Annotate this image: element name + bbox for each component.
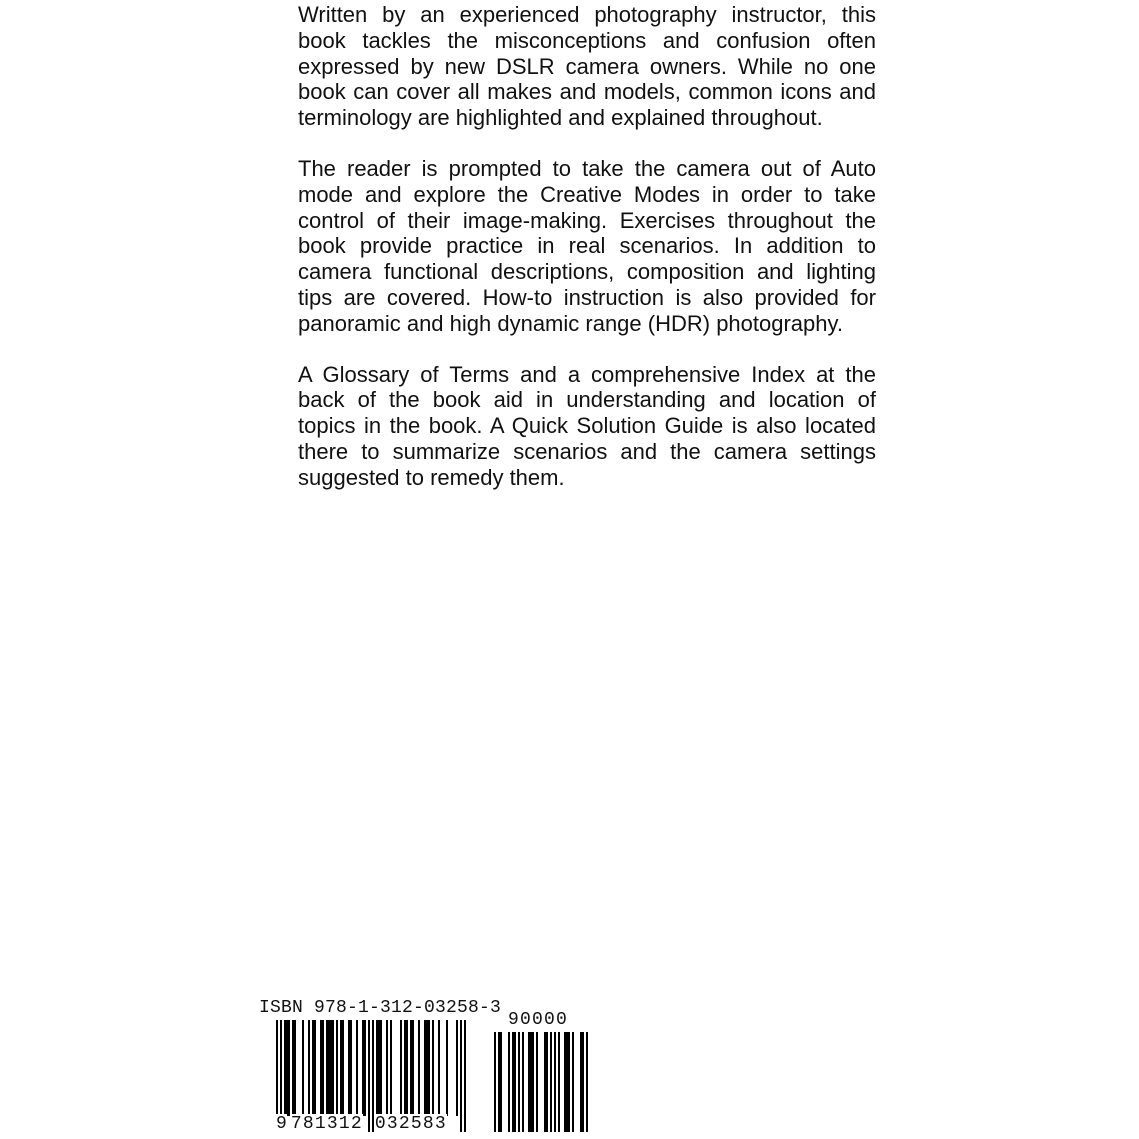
ean-digits — [276, 1114, 447, 1134]
ean-bar — [362, 1020, 364, 1116]
ean-bar — [292, 1020, 294, 1116]
ean-bar — [406, 1020, 408, 1116]
addon-bar — [528, 1032, 530, 1132]
addon-bar — [580, 1032, 582, 1132]
ean-bar — [456, 1020, 458, 1116]
ean-bar — [428, 1020, 430, 1116]
ean-bar — [356, 1020, 358, 1116]
ean-bar — [336, 1020, 338, 1116]
ean-bar — [432, 1020, 434, 1116]
ean-bar — [438, 1020, 440, 1116]
ean-bar — [364, 1020, 366, 1116]
ean-bar — [464, 1020, 466, 1132]
ean-bar — [328, 1020, 330, 1116]
addon-bar — [514, 1032, 516, 1132]
ean-bar — [332, 1020, 334, 1116]
ean-bar — [418, 1020, 420, 1116]
addon-bar — [558, 1032, 560, 1132]
addon-bar — [550, 1032, 552, 1132]
addon-bar — [544, 1032, 546, 1132]
ean-bar — [294, 1020, 296, 1116]
ean-left-digits: 781312 — [290, 1114, 363, 1134]
addon-bar — [500, 1032, 502, 1132]
ean-bar — [380, 1020, 382, 1116]
ean-bar — [312, 1020, 314, 1116]
ean-bar — [320, 1020, 322, 1116]
addon-bar — [536, 1032, 538, 1132]
ean-bar — [460, 1020, 462, 1132]
ean-bar — [390, 1020, 392, 1116]
ean-bar — [314, 1020, 316, 1116]
ean-bar — [302, 1020, 304, 1116]
ean-bar — [326, 1020, 328, 1116]
ean-bar — [426, 1020, 428, 1116]
addon-bar — [546, 1032, 548, 1132]
back-cover-blurb — [298, 2, 876, 516]
addon-bar — [568, 1032, 570, 1132]
ean-bar — [322, 1020, 324, 1116]
ean-bar — [348, 1020, 350, 1116]
ean-bar — [400, 1020, 402, 1116]
addon-bar — [532, 1032, 534, 1132]
price-addon-barcode-icon — [494, 1032, 588, 1132]
addon-bar — [564, 1032, 566, 1132]
ean-bar — [350, 1020, 352, 1116]
ean-bar — [288, 1020, 290, 1116]
isbn-label: ISBN 978-1-312-03258-3 — [259, 998, 502, 1018]
ean-bar — [410, 1020, 412, 1116]
addon-bar — [508, 1032, 510, 1132]
addon-bar — [494, 1032, 496, 1132]
isbn-barcode-block — [256, 998, 596, 1138]
addon-bar — [566, 1032, 568, 1132]
ean-bar — [378, 1020, 380, 1116]
blurb-paragraph-1: Written by an experienced photography instructor, this book tackles the misconceptions and confusion often expressed by new DSLR camera owners. While no one book can cover all makes and models, common icons and terminology are highlighted and explained throughout. — [298, 2, 876, 131]
ean-bar — [412, 1020, 414, 1116]
addon-bar — [518, 1032, 520, 1132]
ean-bar — [330, 1020, 332, 1116]
addon-bar — [586, 1032, 588, 1132]
ean-bar — [386, 1020, 388, 1116]
ean-bar — [376, 1020, 378, 1116]
ean-bar — [446, 1020, 448, 1116]
addon-bar — [572, 1032, 574, 1132]
ean-bar — [308, 1020, 310, 1116]
addon-bar — [554, 1032, 556, 1132]
addon-bar — [498, 1032, 500, 1132]
addon-bar — [582, 1032, 584, 1132]
addon-bar — [530, 1032, 532, 1132]
ean-bar — [340, 1020, 342, 1116]
ean-bar — [284, 1020, 286, 1116]
addon-bar — [522, 1032, 524, 1132]
ean-first-digit: 9 — [276, 1114, 287, 1134]
ean-right-digits: 032583 — [374, 1114, 447, 1134]
ean-bar — [404, 1020, 406, 1116]
price-code-label: 90000 — [508, 1010, 569, 1030]
blurb-paragraph-2: The reader is prompted to take the camera out of Auto mode and explore the Creative Modes in order to take control of their image-making. Exercises throughout the book provide practice in real scenarios. In addition to camera functional descriptions, composition and lighting tips are covered. How-to instruction is also provided for panoramic and high dynamic range (HDR) photography. — [298, 155, 876, 336]
blurb-paragraph-3: A Glossary of Terms and a comprehensive Index at the back of the book aid in understanding and location of topics in the book. A Quick Solution Guide is also located there to summarize scenarios and the camera settings suggested to remedy them. — [298, 361, 876, 490]
ean-bar — [424, 1020, 426, 1116]
addon-bar — [512, 1032, 514, 1132]
ean-bar — [342, 1020, 344, 1116]
ean-bar — [286, 1020, 288, 1116]
